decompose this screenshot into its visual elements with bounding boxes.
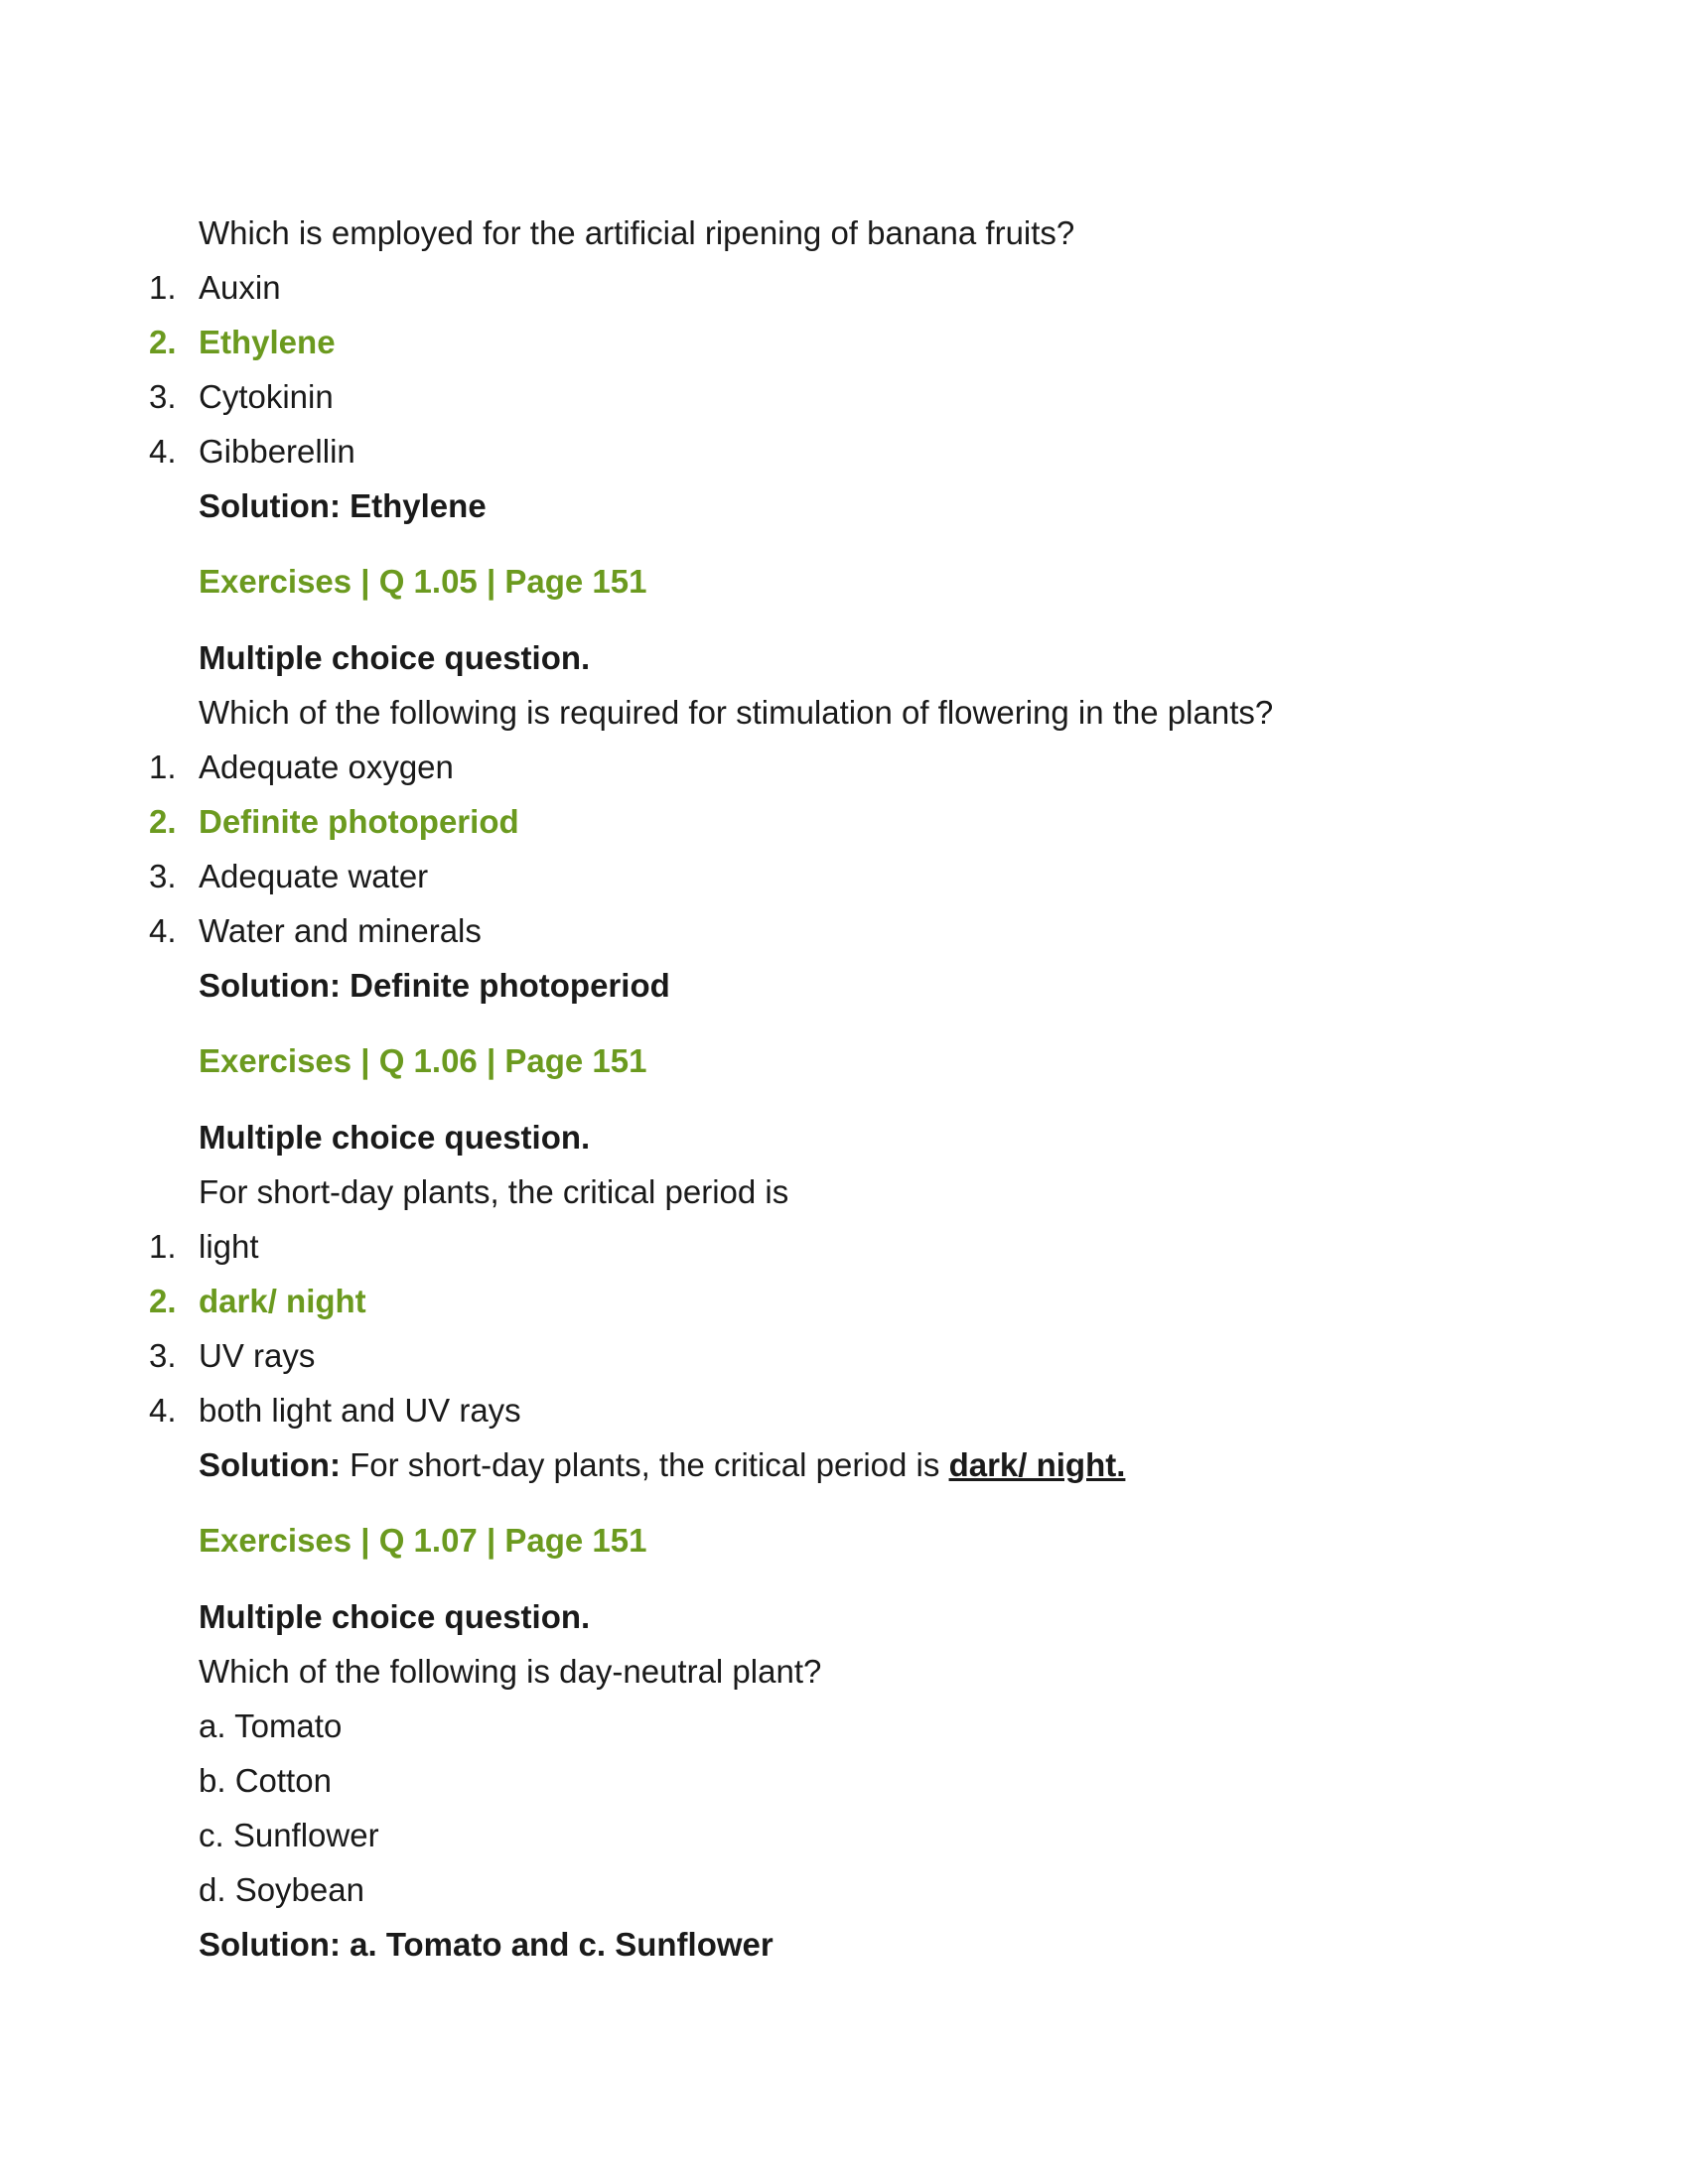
correct-option-number: 2. bbox=[149, 324, 177, 360]
solution-text: Solution: a. Tomato and c. Sunflower bbox=[199, 1926, 774, 1963]
question-text: Which of the following is day-neutral plant? bbox=[199, 1653, 822, 1690]
option-number: 1. bbox=[149, 749, 177, 785]
question-type: Multiple choice question. bbox=[199, 1598, 591, 1635]
solution-text: Solution: Definite photoperiod bbox=[199, 967, 670, 1004]
solution-body: For short-day plants, the critical period is bbox=[340, 1446, 949, 1483]
option-number: 3. bbox=[149, 378, 177, 415]
question-text: Which of the following is required for stimulation of flowering in the plants? bbox=[199, 694, 1274, 731]
question-text: For short-day plants, the critical period is bbox=[199, 1173, 789, 1210]
correct-option-text: Definite photoperiod bbox=[199, 803, 519, 840]
option-text: a. Tomato bbox=[199, 1707, 343, 1744]
question-text: Which is employed for the artificial ripening of banana fruits? bbox=[199, 214, 1075, 251]
option-number: 3. bbox=[149, 1337, 177, 1374]
option-number: 1. bbox=[149, 1228, 177, 1265]
option-number: 4. bbox=[149, 433, 177, 470]
option-text: Cytokinin bbox=[199, 378, 334, 415]
solution-text: Solution: Ethylene bbox=[199, 487, 487, 524]
option-number: 3. bbox=[149, 858, 177, 894]
option-text: light bbox=[199, 1228, 259, 1265]
correct-option-number: 2. bbox=[149, 803, 177, 840]
question-type: Multiple choice question. bbox=[199, 639, 591, 676]
option-number: 4. bbox=[149, 912, 177, 949]
option-number: 1. bbox=[149, 269, 177, 306]
option-text: both light and UV rays bbox=[199, 1392, 521, 1429]
option-text: Auxin bbox=[199, 269, 281, 306]
option-text: UV rays bbox=[199, 1337, 316, 1374]
solution-line bbox=[199, 1445, 1125, 1485]
option-text: Gibberellin bbox=[199, 433, 355, 470]
solution-label: Solution: bbox=[199, 1446, 341, 1483]
correct-option-text: Ethylene bbox=[199, 324, 336, 360]
option-text: Adequate water bbox=[199, 858, 429, 894]
option-text: c. Sunflower bbox=[199, 1817, 379, 1853]
option-text: b. Cotton bbox=[199, 1762, 332, 1799]
option-text: Adequate oxygen bbox=[199, 749, 454, 785]
exercise-heading: Exercises | Q 1.05 | Page 151 bbox=[199, 563, 647, 600]
exercise-heading: Exercises | Q 1.06 | Page 151 bbox=[199, 1042, 647, 1079]
exercise-heading: Exercises | Q 1.07 | Page 151 bbox=[199, 1522, 647, 1559]
option-text: Water and minerals bbox=[199, 912, 482, 949]
option-number: 4. bbox=[149, 1392, 177, 1429]
solution-answer: dark/ night. bbox=[948, 1446, 1126, 1483]
question-type: Multiple choice question. bbox=[199, 1119, 591, 1156]
correct-option-number: 2. bbox=[149, 1283, 177, 1319]
option-text: d. Soybean bbox=[199, 1871, 364, 1908]
correct-option-text: dark/ night bbox=[199, 1283, 366, 1319]
